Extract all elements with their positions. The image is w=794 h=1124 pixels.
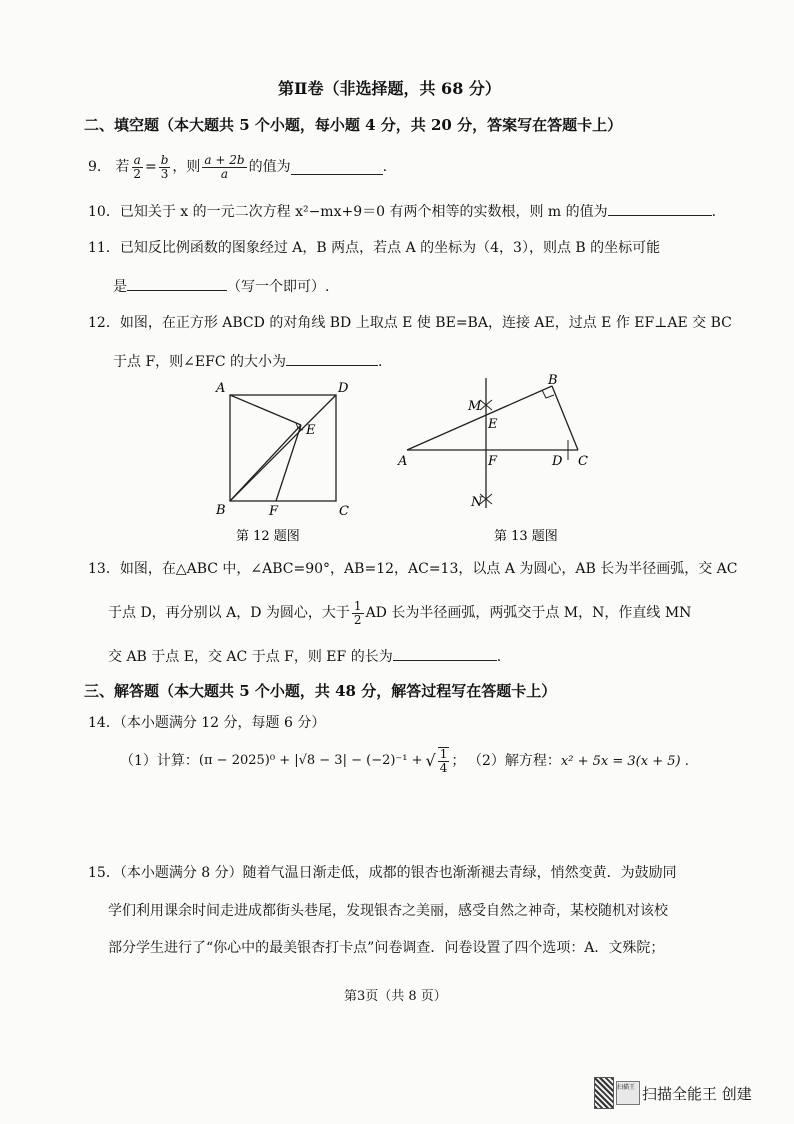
- question-number: 10．: [88, 204, 120, 220]
- question-12-line2: [113, 351, 382, 371]
- question-10: [88, 201, 716, 221]
- label-a: A: [398, 454, 408, 469]
- figure-13-caption: 第 13 题图: [494, 529, 558, 544]
- question-11-line2: [113, 276, 329, 296]
- question-15-line2: 学们利用课余时间走进成都街头巷尾，发现银杏之美丽，感受自然之神奇，某校随机对该校: [108, 903, 668, 919]
- fraction-a-over-2: $\frac{a}{2}$: [133, 152, 141, 181]
- question-13-line2: [108, 598, 691, 628]
- label-e: E: [306, 423, 316, 438]
- q9-text: ，则: [172, 159, 201, 175]
- figure-12: [200, 372, 370, 548]
- section-3-heading: 三、解答题（本大题共 5 个小题，共 48 分，解答过程写在答题卡上）: [84, 682, 557, 700]
- q14-end: ；: [451, 753, 466, 769]
- q15-text: （本小题满分 8 分）随着气温日渐走低，成都的银杏也渐渐褪去青绿，悄然变黄．为鼓励同: [119, 865, 677, 881]
- question-9: [88, 152, 387, 182]
- figure-12-caption: 第 12 题图: [236, 529, 300, 544]
- question-number: 11．: [88, 240, 120, 256]
- segment-ef: [276, 425, 301, 501]
- scanner-logo-icon: [616, 1081, 640, 1105]
- question-15-line3: 部分学生进行了“你心中的最美银杏打卡点”问卷调查．问卷设置了四个选项：A．文殊院；: [108, 940, 665, 956]
- qr-code-icon: [594, 1077, 614, 1109]
- q13-end: .: [496, 649, 502, 665]
- section-2-heading: 二、填空题（本大题共 5 个小题，每小题 4 分，共 20 分，答案写在答题卡上）: [84, 116, 623, 134]
- label-c: C: [339, 504, 349, 519]
- q12-text: 如图，在正方形 ABCD 的对角线 BD 上取点 E 使 BE=BA，连接 AE，过点 E 作 EF⊥AE 交 BC: [119, 315, 732, 331]
- fraction-expression: $\frac{a + 2b}{a}$: [204, 152, 245, 181]
- q10-end: .: [711, 204, 717, 220]
- fraction-b-over-3: $\frac{b}{3}$: [160, 152, 169, 181]
- label-f: F: [488, 454, 498, 469]
- question-number: 12．: [88, 315, 120, 331]
- question-number: 9.: [88, 159, 102, 175]
- segment-ae: [230, 395, 301, 425]
- q9-text: 若: [115, 159, 130, 175]
- q10-text: 已知关于 x 的一元二次方程 x²−mx+9＝0 有两个相等的实数根，则 m 的值为: [119, 204, 608, 220]
- equals: =: [145, 159, 157, 175]
- answer-blank[interactable]: [286, 351, 378, 366]
- segment-bc: [552, 386, 578, 450]
- answer-blank[interactable]: [393, 646, 497, 661]
- label-d: D: [552, 454, 563, 469]
- diagonal-bd: [230, 395, 336, 501]
- question-15: [88, 864, 677, 882]
- q13-text: 于点 D，再分别以 A，D 为圆心，大于: [108, 605, 350, 621]
- label-b: B: [548, 373, 558, 388]
- label-d: D: [338, 381, 349, 396]
- q11-text: 是: [113, 279, 127, 295]
- question-13: [88, 560, 738, 578]
- question-13-line3: [108, 646, 501, 666]
- q12-text: 于点 F，则∠EFC 的大小为: [113, 354, 286, 370]
- segment-ab: [407, 386, 552, 450]
- q11-text: 已知反比例函数的图象经过 A，B 两点，若点 A 的坐标为（4，3），则点 B 的坐标可能: [119, 240, 661, 256]
- q14-part2-label: （2）解方程：: [468, 753, 561, 769]
- question-14-part2: [468, 752, 689, 771]
- question-11: [88, 239, 660, 257]
- q12-end: .: [378, 354, 383, 370]
- answer-blank[interactable]: [608, 201, 712, 216]
- question-14: [88, 714, 325, 732]
- q14-part1-label: （1）计算：: [120, 753, 199, 769]
- label-a: A: [216, 381, 226, 396]
- right-angle-mark: [542, 390, 554, 398]
- question-14-part1: [120, 744, 465, 778]
- label-c: C: [578, 454, 588, 469]
- q14-head: （本小题满分 12 分，每题 6 分）: [119, 715, 326, 731]
- label-b: B: [216, 503, 226, 518]
- answer-blank[interactable]: [127, 276, 227, 291]
- segment-be: [230, 425, 301, 501]
- q14-equation: x² + 5x = 3(x + 5) .: [560, 754, 689, 769]
- q13-text: 如图，在△ABC 中，∠ABC=90°，AB=12，AC=13，以点 A 为圆心，AB 长为半径画弧，交 AC: [119, 561, 738, 577]
- fraction-quarter: $\frac{1}{4}$: [439, 747, 448, 775]
- question-number: 13．: [88, 561, 120, 577]
- q9-text: 的值为: [248, 159, 291, 175]
- question-number: 15．: [88, 865, 120, 881]
- question-number: 14．: [88, 715, 120, 731]
- label-n: N: [471, 495, 483, 510]
- page-number: 第3页（共 8 页）: [344, 989, 447, 1004]
- fraction-half: $\frac{1}{2}$: [353, 598, 362, 627]
- scanner-logo-text: 扫描王: [617, 1084, 636, 1091]
- q13-text: 交 AB 于点 E，交 AC 于点 F，则 EF 的长为: [108, 649, 393, 665]
- label-e: E: [488, 417, 498, 432]
- q11-text: （写一个即可）.: [227, 279, 330, 295]
- question-12: [88, 314, 732, 332]
- paper-title: 第Ⅱ卷（非选择题，共 68 分）: [278, 79, 501, 98]
- answer-blank[interactable]: [291, 160, 383, 175]
- label-f: F: [269, 504, 279, 519]
- q13-text: AD 长为半径画弧，两弧交于点 M，N，作直线 MN: [365, 605, 692, 621]
- q9-end: .: [382, 159, 388, 175]
- label-m: M: [468, 399, 482, 414]
- scanner-watermark: 扫描全能王 创建: [642, 1085, 752, 1103]
- figure-13: [392, 372, 602, 548]
- sqrt-icon: √: [425, 751, 436, 770]
- q14-expression: (π − 2025)⁰ + |√8 − 3| − (−2)⁻¹ +: [198, 753, 423, 768]
